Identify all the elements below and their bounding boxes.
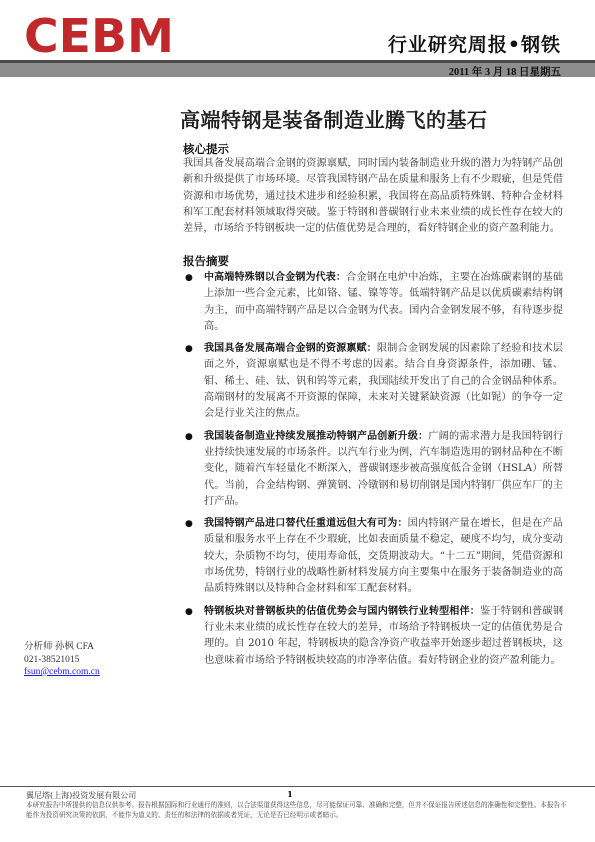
page-number: 1: [287, 790, 293, 800]
bullet-icon: ●: [185, 344, 193, 355]
bullet-lead: 我国特钢产品进口替代任重道远但大有可为：: [204, 518, 408, 530]
analyst-email-link[interactable]: fsun@cebm.com.cn: [24, 667, 100, 677]
bullet-lead: 特钢板块对普钢板块的估值优势会与国内钢铁行业转型相伴：: [204, 605, 480, 617]
list-item: [183, 429, 563, 510]
bullet-lead: 我国具备发展高端合金钢的资源禀赋：: [204, 343, 377, 355]
summary-list: [183, 270, 563, 669]
bullet-icon: ●: [185, 273, 193, 283]
list-item: [183, 516, 563, 597]
bullet-body: 广阔的需求潜力是我国特钢行业持续快速发展的市场条件。以汽车行业为例，汽车制造选用的钢材品种在不断变化，随着汽车轻量化不断深入，普碳钢逐步被高强度低合金钢（HSLA）所替代。当前，合金结构钢、弹簧钢、冷镦钢和易切削钢是国内特钢厂供应车厂的主打产品。: [204, 430, 564, 507]
page-title: 高端特钢是装备制造业腾飞的基石: [180, 108, 488, 132]
bullet-body: 国内特钢产量在增长，但是在产品质量和服务水平上存在不少瑕疵，比如表面质量不稳定，硬度不均匀，成分变动较大，杂质物不均匀，使用寿命低，交货期波动大。“十二五”期间，凭借资源和市场优势，特钢行业的战略性新材料发展方向主要集中在服务于装备制造业的高品质特殊钢以及特种合金材料和军工配套材料。: [204, 518, 563, 595]
summary-heading: 报告摘要: [183, 254, 229, 268]
core-heading: 核心提示: [183, 142, 229, 156]
bullet-icon: ●: [185, 519, 193, 530]
bullet-body: 限制合金钢发展的因素除了经验和技术层面之外，资源禀赋也是不得不考虑的因素。结合自身资源条件，添加硼、锰、钼、稀土、硅、钛、钒和钨等元素，我国陆续开发出了自己的合金钢品种体系。高端钢材的发展离不开资源的保障，未来对关键紧缺资源（比如铌）的争夺一定会是行业关注的焦点。: [204, 343, 563, 420]
core-text: 我国具备发展高端合金钢的资源禀赋，同时国内装备制造业升级的潜力为特钢产品创新和升级提供了市场环境。尽管我国特钢产品在质量和服务上有不少瑕疵，但是凭借资源和市场优势，通过技术进步和经验积累，我国将在高品质特殊钢、特种合金材料和军工配套材料领域取得突破。鉴于特钢和普碳钢行业未来业绩的成长性存在较大的差异，市场给予特钢板块一定的估值优势是合理的，看好特钢企业的资产盈利能力。: [183, 158, 563, 235]
footer-rule: [0, 786, 595, 787]
list-item: [183, 604, 563, 669]
cebm-logo: [24, 12, 176, 58]
analyst-phone: 021-38521015: [24, 654, 80, 665]
list-item: [183, 341, 563, 422]
bullet-icon: ●: [185, 431, 193, 442]
bullet-lead: 中高端特殊钢以合金钢为代表：: [204, 272, 347, 283]
bullet-lead: 我国装备制造业持续发展推动特钢产品创新升级：: [204, 430, 429, 442]
bullet-body: 鉴于特钢和普碳钢行业未来业绩的成长性存在较大的差异，市场给予特钢板块一定的估值优势是合理的。自 2010 年起，特钢板块的隐含净资产收益率开始逐步超过普钢板块，这也意味着市场给予特钢板块较高的市净率估值。看好特钢企业的资产盈利能力。: [204, 605, 564, 666]
logo-text: CEBM: [24, 12, 174, 58]
report-type: 行业研究周报•钢铁: [387, 34, 561, 56]
disclaimer: 本研究报告中所提供的信息仅供参考。报告根据国际和行业通行的准则，以合法渠道获得这些信息，尽可能保证可靠、准确和完整，但并不保证报告所述信息的准确性和完整性。本报告不能作为投资研究决策的依据，不能作为道义的、责任的和法律的依据或者凭证，无论是否已经明示或者暗示。: [26, 801, 567, 819]
list-item: [183, 270, 563, 335]
analyst-info: [24, 641, 100, 679]
bullet-body: 合金钢在电炉中冶炼，主要在冶炼碳素钢的基础上添加一些合金元素，比如铬、锰、镍等等。低端特钢产品是以优质碳素结构钢为主，而中高端特钢产品是以合金钢为代表。国内合金钢发展不够，有待逐步提高。: [204, 272, 564, 332]
analyst-name: 分析师 孙枫 CFA: [24, 642, 95, 652]
bullet-icon: ●: [185, 606, 193, 617]
footer-company: 翼尼塔(上海)投资发展有限公司: [26, 791, 137, 800]
report-date: 2011 年 3 月 18 日星期五: [448, 67, 561, 78]
